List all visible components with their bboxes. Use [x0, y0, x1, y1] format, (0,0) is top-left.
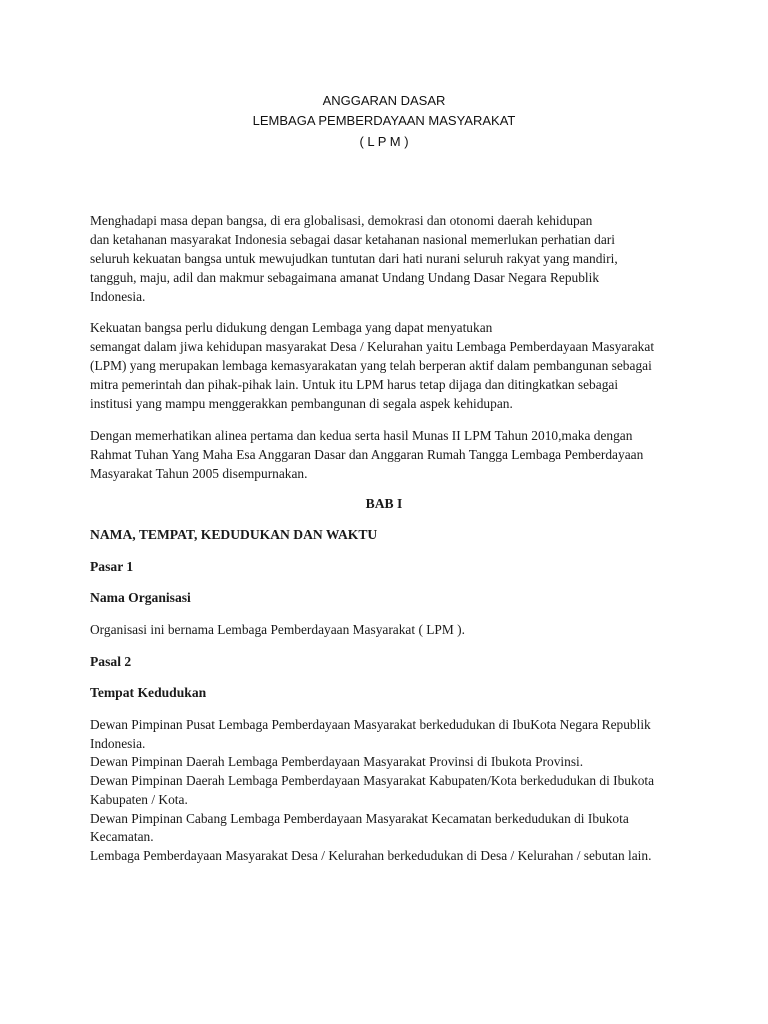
text-line: tangguh, maju, adil dan makmur sebagaimana amanat Undang Undang Dasar Negara Republik	[90, 270, 600, 285]
text-line: Dewan Pimpinan Cabang Lembaga Pemberdayaan Masyarakat Kecamatan berkedudukan di Ibukota	[90, 810, 629, 826]
text-line: Dewan Pimpinan Daerah Lembaga Pemberdayaan Masyarakat Provinsi di Ibukota Provinsi.	[90, 754, 584, 770]
article-1-label: Pasar 1	[90, 559, 134, 574]
text-line: Rahmat Tuhan Yang Maha Esa Anggaran Dasar dan Anggaran Rumah Tangga Lembaga Pemberdayaan	[90, 447, 644, 462]
article-2-heading: Tempat Kedudukan	[90, 685, 207, 700]
text-line: dan ketahanan masyarakat Indonesia sebagai dasar ketahanan nasional memerlukan perhatian dari	[90, 232, 615, 247]
text-line: Kekuatan bangsa perlu didukung dengan Lembaga yang dapat menyatukan	[90, 320, 493, 335]
text-line: mitra pemerintah dan pihak-pihak lain. Untuk itu LPM harus tetap dijaga dan ditingkatkan sebagai	[90, 377, 619, 392]
text-line: Dewan Pimpinan Daerah Lembaga Pemberdayaan Masyarakat Kabupaten/Kota berkedudukan di Ibukota	[90, 773, 655, 789]
text-line: semangat dalam jiwa kehidupan masyarakat Desa / Kelurahan yaitu Lembaga Pemberdayaan Masyarakat	[90, 339, 655, 354]
text-line: Dengan memerhatikan alinea pertama dan kedua serta hasil Munas II LPM Tahun 2010,maka dengan	[90, 428, 633, 443]
text-line: Indonesia.	[90, 735, 146, 751]
text-line: Kecamatan.	[90, 829, 154, 845]
text-line: Kabupaten / Kota.	[90, 791, 188, 807]
preamble-paragraph-3	[90, 426, 690, 483]
preamble-paragraph-1	[90, 211, 690, 306]
article-2-label: Pasal 2	[90, 654, 132, 669]
text-line: seluruh kekuatan bangsa untuk mewujudkan tuntutan dari hati nurani seluruh rakyat yang mandiri,	[90, 251, 618, 266]
article-1-heading: Nama Organisasi	[90, 590, 191, 605]
organization-name: LEMBAGA PEMBERDAYAAN MASYARAKAT	[252, 113, 516, 128]
text-line: Dewan Pimpinan Pusat Lembaga Pemberdayaan Masyarakat berkedudukan di IbuKota Negara Republik	[90, 717, 651, 732]
document-title: ANGGARAN DASAR	[322, 93, 446, 108]
text-line: Indonesia.	[90, 289, 146, 304]
text-line: Menghadapi masa depan bangsa, di era globalisasi, demokrasi dan otonomi daerah kehidupan	[90, 213, 593, 228]
article-1-text: Organisasi ini bernama Lembaga Pemberdayaan Masyarakat ( LPM ).	[90, 622, 465, 637]
text-line: Lembaga Pemberdayaan Masyarakat Desa / Kelurahan berkedudukan di Desa / Kelurahan / sebutan lain.	[90, 847, 652, 863]
text-line: (LPM) yang merupakan lembaga kemasyarakatan yang telah berperan aktif dalam pembangunan sebagai	[90, 358, 652, 373]
article-2-text	[90, 716, 690, 866]
organization-abbreviation: ( L P M )	[359, 134, 409, 149]
text-line: Masyarakat Tahun 2005 disempurnakan.	[90, 466, 308, 481]
preamble-paragraph-2	[90, 318, 690, 413]
chapter-heading: NAMA, TEMPAT, KEDUDUKAN DAN WAKTU	[90, 527, 378, 542]
chapter-label: BAB I	[365, 496, 403, 511]
text-line: institusi yang mampu menggerakkan pembangunan di segala aspek kehidupan.	[90, 396, 513, 411]
